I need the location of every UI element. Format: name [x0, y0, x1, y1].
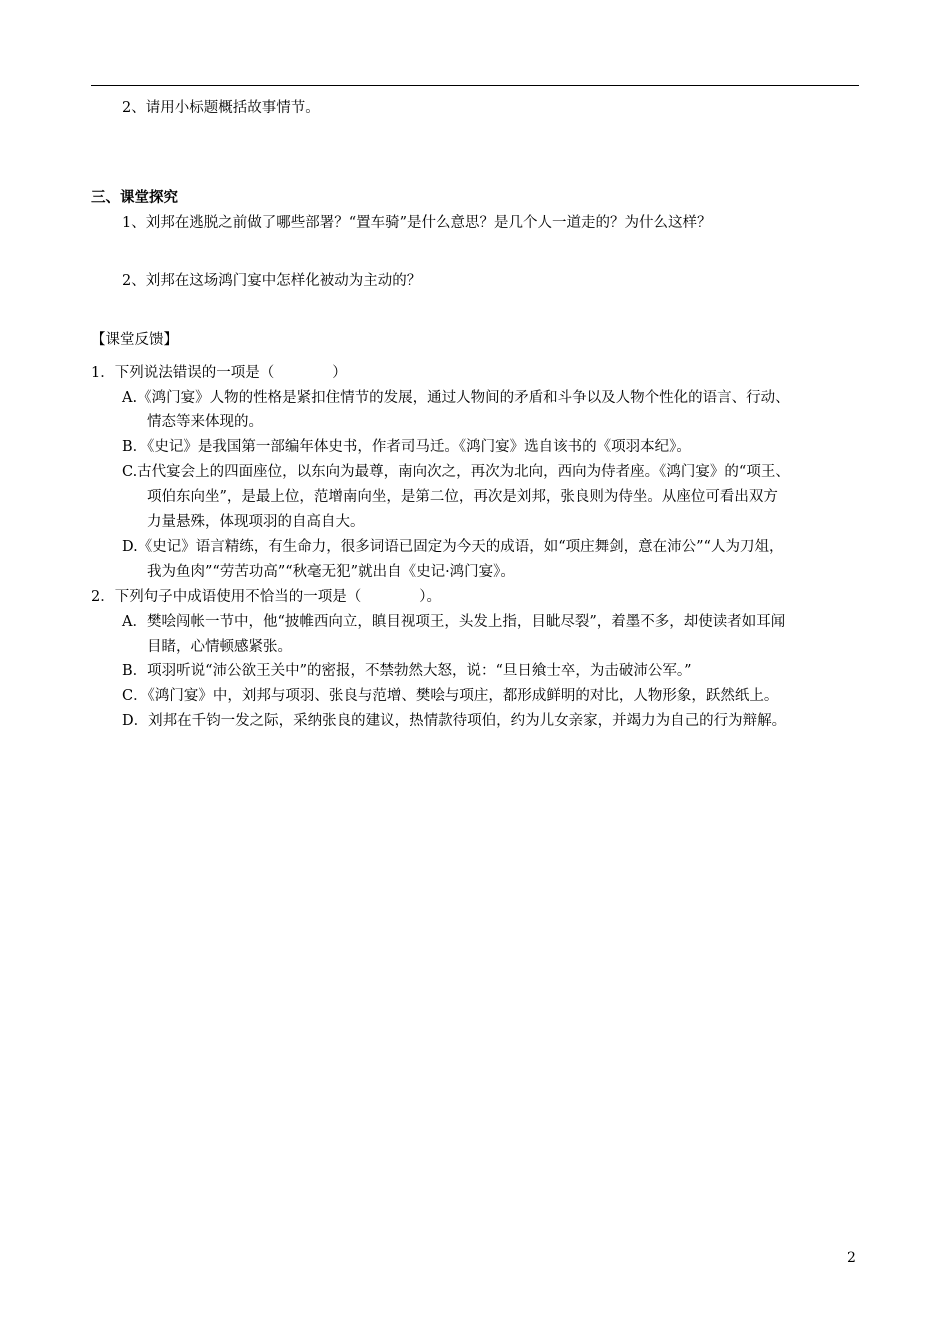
question-1-stem: 1．下列说法错误的一项是（ ）	[91, 365, 347, 381]
inquiry-question-2: 2、刘邦在这场鸿门宴中怎样化被动为主动的？	[122, 273, 422, 289]
q1-option-a-line-2: 情态等来体现的。	[147, 414, 263, 430]
q2-option-a-line-2: 目睹，心情顿感紧张。	[147, 639, 292, 655]
q2-option-a-line-1: A．樊哙闯帐一节中，他“披帷西向立，瞋目视项王，头发上指，目眦尽裂”，着墨不多，却使读者如耳闻	[122, 614, 786, 630]
q2-option-b: B．项羽听说“沛公欲王关中”的密报，不禁勃然大怒，说：“旦日飨士卒，为击破沛公军。”	[122, 663, 692, 679]
q2-option-c: C．《鸿门宴》中，刘邦与项羽、张良与范增、樊哙与项庄，都形成鲜明的对比，人物形象，跃然纸上。	[122, 688, 779, 704]
q1-option-b: B．《史记》是我国第一部编年体史书，作者司马迁。《鸿门宴》选自该书的《项羽本纪》。	[122, 439, 691, 455]
page-number: 2	[847, 1250, 856, 1266]
feedback-heading: 【课堂反馈】	[91, 332, 178, 348]
prior-question-2: 2、请用小标题概括故事情节。	[122, 100, 320, 116]
q1-option-c-line-1: C.古代宴会上的四面座位，以东向为最尊，南向次之，再次为北向，西向为侍者座。《鸿门宴》的“项王、	[122, 464, 790, 480]
header-rule	[91, 85, 859, 86]
q2-option-d: D．刘邦在千钧一发之际，采纳张良的建议，热情款待项伯，约为儿女亲家，并竭力为自己的行为辩解。	[122, 713, 787, 729]
q1-option-c-line-2: 项伯东向坐”，是最上位，范增南向坐，是第二位，再次是刘邦，张良则为侍坐。从座位可看出双方	[147, 489, 778, 505]
q1-option-d-line-1: D.《史记》语言精练，有生命力，很多词语已固定为今天的成语，如“项庄舞剑，意在沛公”“人为刀俎，	[122, 539, 784, 555]
inquiry-question-1: 1、刘邦在逃脱之前做了哪些部署？“置车骑”是什么意思？是几个人一道走的？为什么这样？	[122, 215, 712, 231]
question-2-stem: 2．下列句子中成语使用不恰当的一项是（ ）。	[91, 589, 441, 605]
q1-option-d-line-2: 我为鱼肉”“劳苦功高”“秋毫无犯”就出自《史记·鸿门宴》。	[147, 564, 515, 580]
q1-option-c-line-3: 力量悬殊，体现项羽的自高自大。	[147, 514, 365, 530]
section-three-heading: 三、课堂探究	[91, 189, 178, 206]
q1-option-a-line-1: A.《鸿门宴》人物的性格是紧扣住情节的发展，通过人物间的矛盾和斗争以及人物个性化的语言、行动、	[122, 390, 790, 406]
